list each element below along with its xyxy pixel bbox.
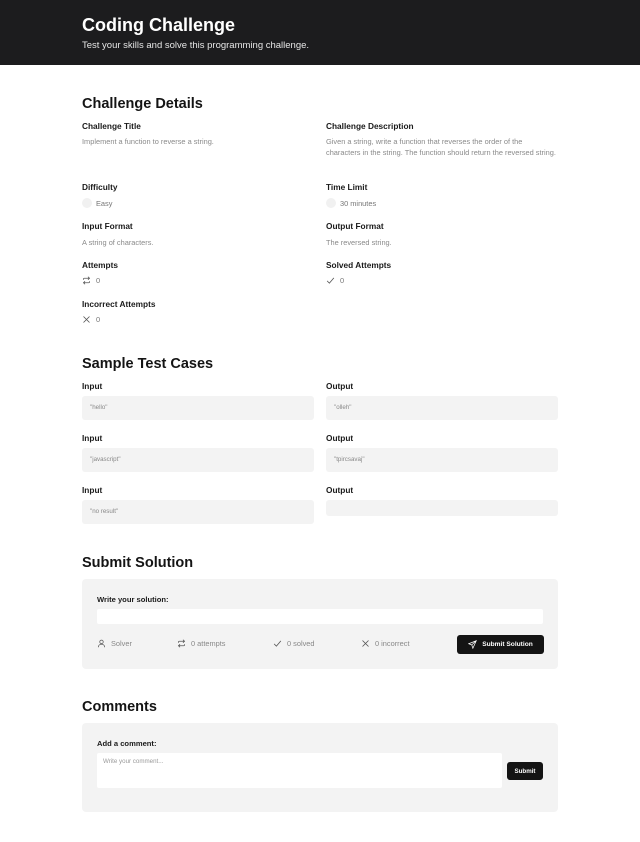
page-subtitle: Test your skills and solve this programming challenge.	[82, 40, 310, 51]
solver-stat	[97, 639, 132, 648]
difficulty-row	[82, 198, 112, 208]
clock-icon	[326, 198, 336, 208]
time-limit-row	[326, 198, 376, 208]
test-input-label: Input	[82, 485, 103, 495]
test-input-box: "javascript"	[82, 448, 314, 472]
incorrect-stat	[361, 639, 410, 648]
difficulty-indicator-icon	[82, 198, 92, 208]
challenge-description-value: Given a string, write a function that reverses the order of the characters in the string. The function should return the reversed string.	[326, 137, 556, 157]
solved-attempts-value: 0	[340, 276, 345, 285]
repeat-icon	[177, 639, 186, 648]
submit-solution-heading: Submit Solution	[82, 555, 194, 571]
test-output-box: "olleh"	[326, 396, 558, 420]
submit-solution-button[interactable]	[457, 635, 544, 654]
test-output-box: "tpircsavaj"	[326, 448, 558, 472]
submit-solution-panel	[82, 579, 558, 669]
incorrect-stat-text: 0 incorrect	[375, 639, 410, 648]
test-output-label: Output	[326, 433, 354, 443]
send-icon	[468, 640, 477, 649]
solution-input[interactable]	[97, 609, 543, 624]
solved-attempts-label: Solved Attempts	[326, 260, 392, 270]
comments-panel	[82, 723, 558, 812]
solver-text: Solver	[111, 639, 132, 648]
page-title: Coding Challenge	[82, 15, 235, 35]
submit-comment-button[interactable]: Submit	[507, 762, 543, 780]
attempts-stat-text: 0 attempts	[191, 639, 226, 648]
solution-label: Write your solution:	[97, 595, 169, 604]
comment-label: Add a comment:	[97, 739, 157, 748]
incorrect-attempts-row	[82, 315, 100, 324]
test-input-box: "no result"	[82, 500, 314, 524]
comment-input[interactable]	[97, 753, 502, 788]
input-format-label: Input Format	[82, 221, 133, 231]
time-limit-value: 30 minutes	[340, 198, 377, 208]
test-output-label: Output	[326, 381, 354, 391]
attempts-stat	[177, 639, 226, 648]
incorrect-attempts-value: 0	[96, 315, 101, 324]
output-format-value: The reversed string.	[326, 238, 392, 247]
challenge-description-label: Challenge Description	[326, 121, 414, 131]
test-output-label: Output	[326, 485, 354, 495]
page-header	[0, 0, 640, 65]
test-input-label: Input	[82, 433, 103, 443]
time-limit-label: Time Limit	[326, 182, 368, 192]
comments-heading: Comments	[82, 699, 157, 715]
check-icon	[273, 639, 282, 648]
solved-stat-text: 0 solved	[287, 639, 315, 648]
output-format-label: Output Format	[326, 221, 384, 231]
solved-stat	[273, 639, 315, 648]
incorrect-attempts-label: Incorrect Attempts	[82, 299, 156, 309]
challenge-title-value: Implement a function to reverse a string.	[82, 137, 214, 146]
difficulty-value: Easy	[96, 198, 113, 208]
x-icon	[82, 315, 91, 324]
test-output-box	[326, 500, 558, 516]
sample-test-cases-heading: Sample Test Cases	[82, 356, 214, 372]
input-format-value: A string of characters.	[82, 238, 154, 247]
submit-solution-label: Submit Solution	[482, 641, 533, 648]
solved-attempts-row	[326, 276, 344, 285]
check-icon	[326, 276, 335, 285]
difficulty-label: Difficulty	[82, 182, 118, 192]
challenge-details-heading: Challenge Details	[82, 96, 203, 112]
attempts-row	[82, 276, 100, 285]
test-input-box: "hello"	[82, 396, 314, 420]
attempts-value: 0	[96, 276, 101, 285]
test-input-label: Input	[82, 381, 103, 391]
x-icon	[361, 639, 370, 648]
repeat-icon	[82, 276, 91, 285]
challenge-title-label: Challenge Title	[82, 121, 141, 131]
user-icon	[97, 639, 106, 648]
attempts-label: Attempts	[82, 260, 118, 270]
